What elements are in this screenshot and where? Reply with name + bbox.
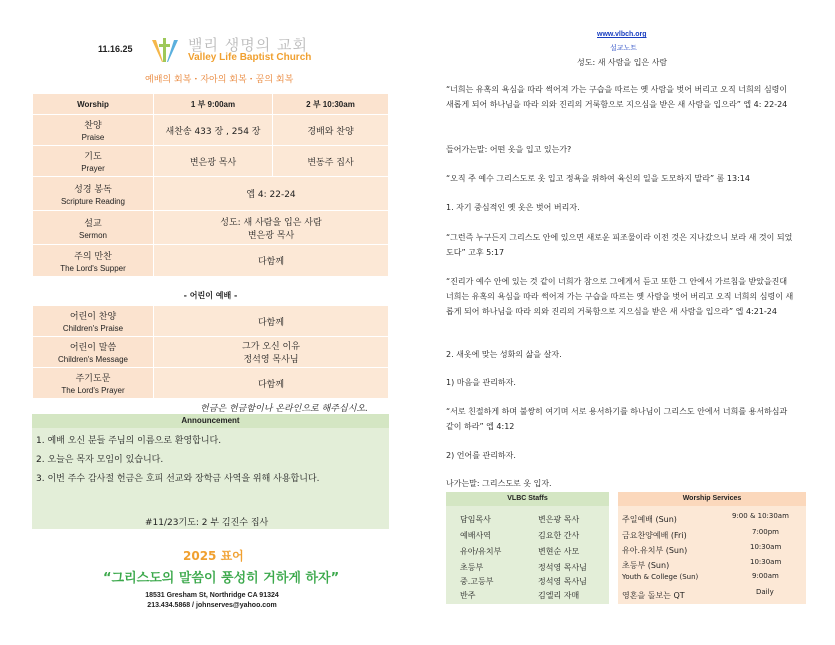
row-lords-supper: 주의 만찬 The Lord's Supper — [33, 245, 154, 277]
contact-line: 213.434.5868 / johnserves@yahoo.com — [147, 602, 277, 609]
sermon-paragraph: “서로 친절하게 하며 불쌍히 여기며 서로 용서하기를 하나님이 그리스도 안에서 너희를 용서하심과 같이 하라” 엡 4:12 — [446, 407, 788, 431]
bulletin-date: 11.16.25 — [98, 44, 133, 54]
prayer-service-1: 변은광 목사 — [154, 146, 273, 177]
church-name-english: Valley Life Baptist Church — [188, 52, 312, 63]
services-box — [618, 492, 806, 604]
staff-role: 담임목사 — [460, 515, 491, 524]
service-name: 초등부 (Sun) — [622, 561, 670, 570]
offering-note: 헌금은 헌금함이나 온라인으로 해주십시오. — [200, 404, 368, 414]
staff-role: 반주 — [460, 591, 476, 600]
row-children-message: 어린이 말씀 Children's Message — [33, 337, 154, 368]
services-title: Worship Services — [618, 492, 806, 506]
website-link[interactable]: www.vlbch.org — [597, 31, 647, 38]
service-name: 금요찬양예배 (Fri) — [622, 531, 687, 540]
staff-name: 정석영 목사님 — [538, 577, 587, 586]
prayer-assignment: #11/23기도: 2 부 김진수 집사 — [145, 518, 269, 528]
sermon-title: 성도: 새 사람을 입은 사람 — [577, 58, 668, 67]
service-name: 주일예배 (Sun) — [622, 515, 677, 524]
announcements-box — [32, 414, 389, 529]
worship-schedule-table — [32, 93, 389, 277]
praise-service-2: 경배와 찬양 — [273, 115, 389, 146]
year-motto-verse: “그리스도의 말씀이 풍성히 거하게 하자” — [103, 571, 340, 586]
sermon-value: 성도: 새 사람을 입은 사람 변은광 목사 — [154, 211, 389, 245]
sermon-notes-label: 설교노트 — [610, 44, 638, 52]
service-name: 영혼을 돌보는 QT — [622, 591, 685, 600]
service-time: Daily — [756, 588, 774, 596]
year-motto-title: 2025 표어 — [183, 549, 244, 563]
staff-name: 변현순 사모 — [538, 547, 580, 556]
sermon-paragraph: 나가는말: 그리스도로 옷 입자. — [446, 479, 552, 488]
sermon-paragraph: 1) 마음을 관리하자. — [446, 378, 516, 387]
kids-schedule-table — [32, 305, 389, 399]
address-line: 18531 Gresham St, Northridge CA 91324 — [145, 592, 279, 599]
staff-role: 유아/유치부 — [460, 547, 502, 556]
staff-role: 예배사역 — [460, 531, 491, 540]
lords-supper-value: 다함께 — [154, 245, 389, 277]
scripture-value: 엡 4: 22-24 — [154, 177, 389, 211]
sermon-paragraph: “진리가 예수 안에 있는 것 같이 너희가 참으로 그에게서 듣고 또한 그 안에서 가르침을 받았을진대 너희는 유혹의 욕심을 따라 썩어져 가는 구습을 따르는 옛 사람을 벗어 버리고 오직 너희의 심령이 새롭게 되어 하나님을 따라 의와 진리의 거룩함으로 지으심을 받은 새 사람을 입으라” 엡 4:21-24 — [446, 277, 794, 316]
prayer-service-2: 변동주 집사 — [273, 146, 389, 177]
sermon-paragraph: 2. 새옷에 맞는 성화의 삶을 살자. — [446, 350, 562, 359]
staff-name: 김엘리 자매 — [538, 591, 580, 600]
sermon-paragraph: 2) 언어를 관리하자. — [446, 451, 516, 460]
sermon-paragraph: 1. 자기 중심적인 옛 옷은 벗어 버리자. — [446, 203, 580, 212]
staff-name: 김요한 간사 — [538, 531, 580, 540]
children-message-value: 그가 오신 이유 정석영 목사님 — [154, 337, 389, 368]
sermon-paragraph: 들어가는말: 어떤 옷을 입고 있는가? — [446, 145, 572, 154]
header-service-2: 2 부 10:30am — [273, 94, 389, 115]
service-name: Youth & College (Sun) — [622, 573, 699, 581]
church-logo-icon — [150, 36, 180, 64]
sermon-paragraph: “오직 주 예수 그리스도로 옷 입고 정욕을 위하여 육신의 일을 도모하지 말라” 롬 13:14 — [446, 174, 750, 183]
staff-name: 정석영 목사님 — [538, 563, 587, 572]
service-time: 7:00pm — [752, 528, 779, 536]
staff-name: 변은광 목사 — [538, 515, 580, 524]
header-worship: Worship — [33, 94, 154, 115]
staff-role: 초등부 — [460, 563, 484, 572]
church-address — [137, 591, 287, 611]
service-time: 10:30am — [750, 558, 782, 566]
lords-prayer-value: 다함께 — [154, 368, 389, 399]
row-scripture: 성경 봉독 Scripture Reading — [33, 177, 154, 211]
row-sermon: 설교 Sermon — [33, 211, 154, 245]
announcement-item: 2. 오늘은 목자 모임이 있습니다. — [36, 455, 164, 465]
row-prayer: 기도 Prayer — [33, 146, 154, 177]
service-name: 유아.유치부 (Sun) — [622, 546, 688, 555]
service-time: 9:00am — [752, 572, 779, 580]
church-name-korean: 밸리 생명의 교회 — [188, 36, 308, 54]
staff-title: VLBC Staffs — [446, 492, 609, 506]
sermon-paragraph: “그런즉 누구든지 그리스도 안에 있으면 새로운 피조물이라 이전 것은 지나갔으니 보라 새 것이 되었도다” 고후 5:17 — [446, 233, 793, 257]
announcement-item: 1. 예배 오신 분들 주님의 이름으로 환영합니다. — [36, 436, 222, 446]
announcement-item: 3. 이번 주수 감사절 헌금은 호피 선교와 장학금 사역을 위해 사용합니다. — [36, 474, 320, 484]
service-time: 9:00 & 10:30am — [732, 512, 789, 520]
kids-worship-title: - 어린이 예배 - — [183, 291, 238, 300]
staff-role: 중.고등부 — [460, 577, 494, 586]
header-service-1: 1 부 9:00am — [154, 94, 273, 115]
row-children-praise: 어린이 찬양 Children's Praise — [33, 306, 154, 337]
staff-box — [446, 492, 609, 604]
church-motto: 예배의 회복・자아의 회복・꿈의 회복 — [145, 75, 294, 85]
row-lords-prayer: 주기도문 The Lord's Prayer — [33, 368, 154, 399]
praise-service-1: 새찬송 433 장 , 254 장 — [154, 115, 273, 146]
row-praise: 찬양 Praise — [33, 115, 154, 146]
announcements-title: Announcement — [32, 414, 389, 428]
service-time: 10:30am — [750, 543, 782, 551]
children-praise-value: 다함께 — [154, 306, 389, 337]
sermon-paragraph: “너희는 유혹의 욕심을 따라 썩어져 가는 구습을 따르는 옛 사람을 벗어 버리고 오직 너희의 심령이 새롭게 되어 하나님을 따라 의와 진리의 거룩함으로 지으심을 받은 새 사람을 입으라” 엡 4: 22-24 — [446, 85, 788, 109]
